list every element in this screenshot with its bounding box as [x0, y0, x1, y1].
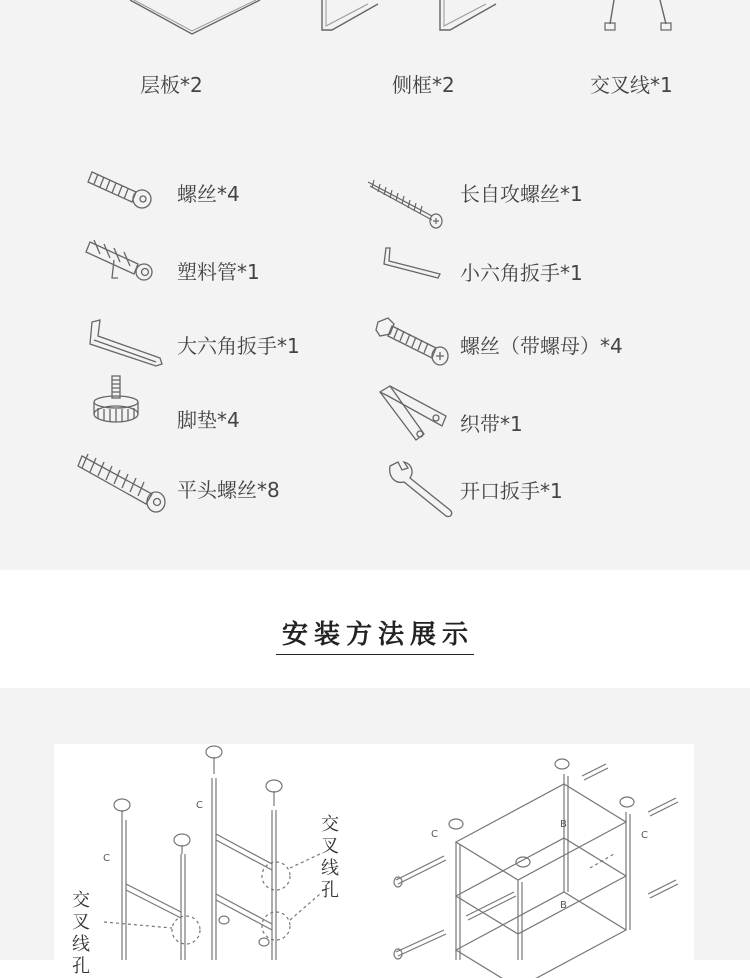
part-label-plastic-anchor: 塑料管*1: [177, 260, 260, 284]
installation-title: [0, 614, 750, 655]
part-label-small-hex-key: 小六角扳手*1: [460, 261, 583, 285]
title-section: [0, 570, 750, 688]
plastic-anchor-icon: [84, 236, 156, 286]
assembly-diagram-drawing: [54, 744, 694, 960]
cross-wire-hole-annotation-right: 交叉线孔: [321, 814, 339, 901]
part-label-flat-head-screw: 平头螺丝*8: [177, 478, 280, 502]
installation-title-text: 安装方法展示: [276, 614, 474, 655]
screw-icon: [86, 166, 156, 214]
part-label-large-hex-key: 大六角扳手*1: [177, 334, 300, 358]
shelf-board-icon: [120, 0, 270, 40]
part-label-strap: 织带*1: [460, 412, 523, 436]
long-self-tapping-screw-icon: [366, 176, 446, 230]
screw-with-nut-icon: [374, 314, 454, 370]
part-label-long-self-tapping-screw: 长自攻螺丝*1: [460, 182, 583, 206]
part-label-screw: 螺丝*4: [177, 182, 240, 206]
top-part-label-side-frame: 侧框*2: [392, 73, 455, 97]
flat-head-screw-icon: [78, 450, 170, 516]
diagram-label-b-1: B: [560, 819, 567, 830]
installation-diagram: [54, 744, 694, 977]
diagram-label-c-3: C: [431, 829, 438, 840]
part-label-screw-with-nut: 螺丝（带螺母）*4: [460, 334, 623, 358]
large-hex-key-icon: [86, 318, 166, 370]
open-end-wrench-icon: [384, 460, 456, 520]
strap-icon: [376, 382, 450, 448]
top-part-label-shelf: 层板*2: [140, 73, 203, 97]
cross-wire-icon: [600, 0, 680, 36]
diagram-label-c-1: C: [103, 853, 110, 864]
installation-steps-section: [0, 688, 750, 977]
side-frame-icon: [318, 0, 518, 36]
part-label-foot-pad: 脚垫*4: [177, 408, 240, 432]
small-hex-key-icon: [380, 246, 444, 282]
diagram-label-c-4: C: [641, 830, 648, 841]
diagram-label-b-2: B: [560, 900, 567, 911]
cross-wire-hole-annotation-left: 交叉线孔: [72, 890, 90, 977]
diagram-label-c-2: C: [196, 800, 203, 811]
top-part-label-cross-wire: 交叉线*1: [590, 73, 673, 97]
part-label-open-end-wrench: 开口扳手*1: [460, 479, 563, 503]
foot-pad-icon: [88, 372, 144, 430]
